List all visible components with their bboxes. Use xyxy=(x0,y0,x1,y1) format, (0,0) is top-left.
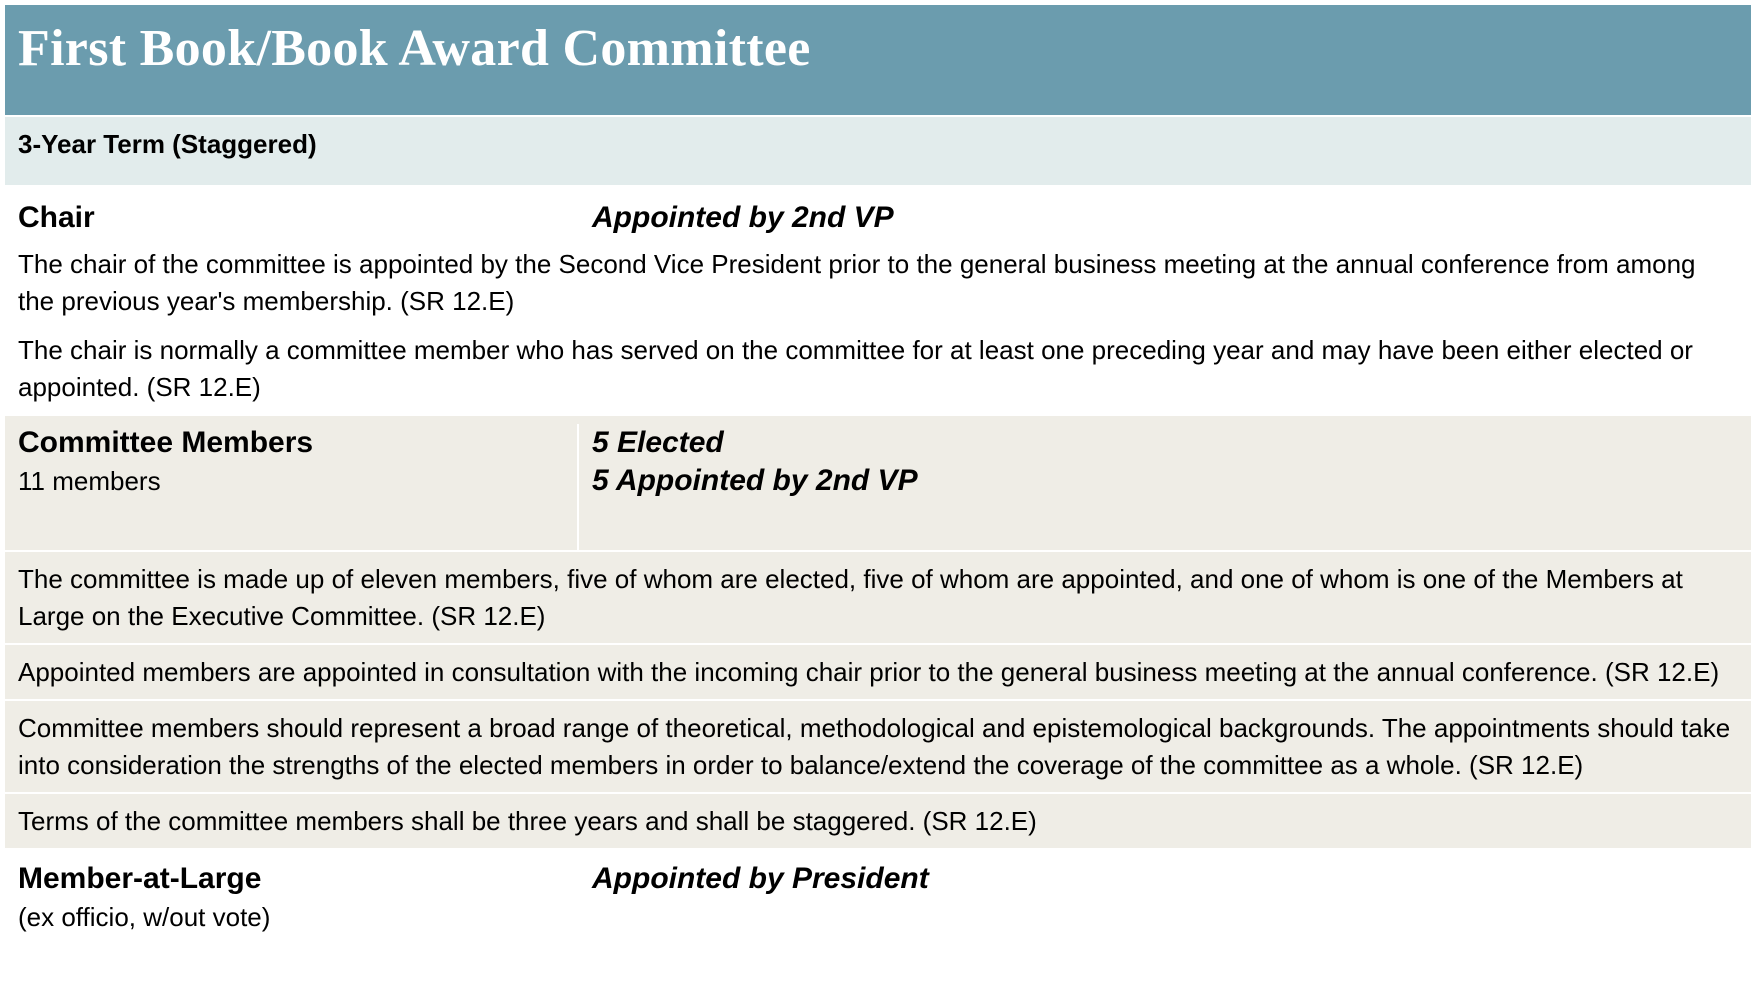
chair-appointment: Appointed by 2nd VP xyxy=(592,201,894,234)
committee-sheet xyxy=(5,5,1751,936)
member-at-large-label-cell xyxy=(5,860,579,936)
members-header-row xyxy=(5,416,1751,550)
member-at-large-appointment-cell xyxy=(579,860,1751,898)
members-elected: 5 Elected xyxy=(592,426,724,459)
members-paragraph: Terms of the committee members shall be three years and shall be staggered. (SR 12.E) xyxy=(5,794,1751,848)
term-row xyxy=(5,117,1751,185)
member-at-large-label: Member-at-Large xyxy=(18,862,262,895)
members-appointment-cell xyxy=(579,424,1751,500)
member-at-large-note: (ex officio, w/out vote) xyxy=(18,902,271,932)
member-at-large-row xyxy=(5,852,1751,936)
members-count: 11 members xyxy=(18,466,161,496)
members-label: Committee Members xyxy=(18,426,314,459)
chair-appointment-cell xyxy=(579,199,1751,237)
chair-header-row xyxy=(5,185,1751,237)
members-paragraph: Appointed members are appointed in consultation with the incoming chair prior to the general business meeting at the annual conference. (SR 12.E) xyxy=(5,645,1751,699)
member-at-large-appointment: Appointed by President xyxy=(592,862,929,895)
members-paragraph: The committee is made up of eleven members, five of whom are elected, five of whom are appointed, and one of whom is one of the Members at Large on the Executive Committee. (SR 12.E) xyxy=(5,552,1751,643)
chair-paragraph: The chair is normally a committee member who has served on the committee for at least one preceding year and may have been either elected or appointed. (SR 12.E) xyxy=(5,328,1751,414)
page-title: First Book/Book Award Committee xyxy=(5,5,1751,115)
members-appointed: 5 Appointed by 2nd VP xyxy=(592,464,918,497)
chair-label-cell xyxy=(5,199,579,237)
chair-paragraph: The chair of the committee is appointed by the Second Vice President prior to the general business meeting at the annual conference from among the previous year's membership. (SR 12.E) xyxy=(5,237,1751,328)
members-label-cell xyxy=(5,424,579,550)
term-label: 3-Year Term (Staggered) xyxy=(18,129,317,159)
members-paragraph: Committee members should represent a broad range of theoretical, methodological and epistemological backgrounds. The appointments should take into consideration the strengths of the elected members in order to balance/extend the coverage of the committee as a whole. (SR 12.E) xyxy=(5,701,1751,792)
chair-label: Chair xyxy=(18,201,95,234)
